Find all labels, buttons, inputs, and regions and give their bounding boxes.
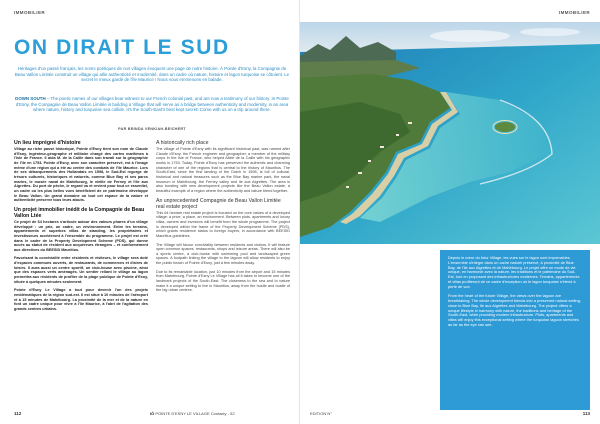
paragraph: Village au riche passé historique, Pointe d'Esny tient son nom de Claude d'Esny, ingénieur-géographe et militaire chargé des cartes maritimes à l'Isle de France. Il aida M. de la Caille dans son travail sur la géographie de l'île en 1753. Pointe d'Esny, avec son caractère préservé, est à l'image même d'une région qui a été au centre des combats de l'île Maurice. Lors de ses débarquements des Hollandais en 1598, le Sud-Est regorge de trésors culturels, historiques et naturels, comme Blue Bay et ses parcs marins, le musée naval de Mahébourg, le vieille de Ferney et l'île aux Aigrettes. Du port de pêche, le regard va et revient pour tout ce essentiel, un cadre où les plus belles vues bénéficient de ce patrimoine développe le Beau Vallon. Un grand domaine où tout cet espace de la nature et authenticité préserve tous leurs atouts. [14, 147, 148, 203]
lead-english [14, 96, 290, 113]
aerial-photo [300, 22, 600, 244]
section-rubric-right: IMMOBILIER [559, 10, 590, 15]
edition-label: EDITION N° [310, 411, 332, 416]
blank-area [300, 244, 440, 410]
right-page [300, 0, 600, 424]
magazine-footer [150, 411, 235, 416]
section-heading-project-en: An unprecedented Compagnie de Beau Vallon Limitée real estate project [156, 197, 281, 210]
section-heading-project-fr: Un projet immobilier inédit de la Compagnie de Beau Vallon Ltée [14, 206, 145, 219]
section-heading-history-fr: Un lieu imprégné d'histoire [14, 140, 81, 146]
magazine-prefix: IÔ [150, 411, 155, 416]
caption-english: From the heart of the future Village, the views over the lagoon are breathtaking. The whole development blends into a preserved natural setting, close to Blue Bay, Ile aux Aigrettes and Mahébourg. The project offers a unique lifestyle in harmony with nature, the traditions and heritage of the South-East, while providing modern infrastructure. Plots, apartments and villas will enjoy this exceptional setting where the turquoise lagoon stretches as far as the eye can see. [448, 293, 581, 327]
paragraph: This 64 hectare real estate project is focused on the core values of a developed village: a price, a place, an environment. Between plots, apartments and luxury villas, owners and investors will benefit from the whole programme. The project is developed within the frame of the Property Development Scheme (PDS), which grants residence status to foreign buyers, in accordance with BEESID Mauritius guidelines. [156, 210, 290, 238]
lead-english-text: – The poetic names of our villages bear witness to our French colonial past, and are now a testimony of our history. In Pointe d'Esny, the Compagnie de Beau Vallon Limitée is building a Village that will serve as a bridge between authenticity and modernity, in an area where nature, history and turquoise sea collide. It's the South-East's best kept secret! Come with us on a trip around there. [15, 96, 289, 113]
paragraph: Pointe d'Esny Le Village a tout pour devenir l'un des projets emblématiques de la région sud-est. Il est situé à 10 minutes de l'aéroport et à 15 minutes de Mahébourg. La proximité de la mer et de la nature en font un cadre unique pour vivre à l'île Maurice, à l'abri de l'agitation des grands centres urbains. [14, 288, 148, 312]
byline: PAR BRINDA VENKIAH-BEICHERT [118, 127, 186, 131]
lead-english-label: DOWN SOUTH [15, 96, 46, 101]
french-column [14, 140, 148, 316]
paragraph: Favorisant la convivialité entre résidents et visiteurs, le village sera doté d'espaces communs ouverts, de restaurants, de commerces et d'aires de loisirs. Il aura aussi un centre sportif, un club-house avec piscine, ainsi que des espaces verts aménagés. Un sentier reliant le village au lagon permettra aux résidents de profiter de la plage publique de Pointe d'Esny, située à quelques minutes seulement. [14, 256, 148, 284]
section-heading-history-en: A historically rich place [156, 140, 209, 146]
english-column [156, 140, 290, 297]
magazine-suffix: Contacty - 52 [210, 411, 235, 416]
paragraph: Ce projet de 64 hectares s'articule autour des valeurs phares d'un village développé : un prix, un cadre, un environnement. Entre les terrains, appartements et superbes villas de standing, les propriétaires et investisseurs accéderont à l'ensemble du programme. Le projet est créé dans le cadre de la Property Development Scheme (PDS), qui donne accès au statut de résident aux acquéreurs étrangers – et conformément aux directives du BEESID Mauritius. [14, 219, 148, 252]
photo-caption [440, 250, 590, 410]
paragraph: Due to its remarkable location, just 10 minutes from the airport and 15 minutes from Mahébourg, Pointe d'Esny Le Village has all it takes to become one of the landmark projects of the South-East. The closeness to the sea and to nature make it a unique setting to live in Mauritius, away from the hustle and bustle of the big urban centres. [156, 269, 290, 293]
article-title: ON DIRAIT LE SUD [14, 36, 230, 59]
page-number-left: 112 [14, 411, 22, 416]
magazine-name: POINTE D'ESNY LE VILLAGE [155, 411, 210, 416]
section-rubric-left: IMMOBILIER [14, 10, 45, 15]
caption-french: Depuis le cœur du futur Village, les vues sur le lagon sont imprenables. L'ensemble s'intègre dans un cadre naturel préservé, à proximité de Blue Bay, de l'île aux Aigrettes et de Mahébourg. Le projet offre un mode de vie unique, en harmonie avec la nature, les traditions et le patrimoine du Sud-Est, tout en proposant des infrastructures modernes. Terrains, appartements et villas profiteront de ce cadre d'exception où le lagon turquoise s'étend à perte de vue. [448, 255, 580, 289]
lead-french: Héritages d'un passé français, les noms poétiques de nos villages évoquent une page de notre histoire. À Pointe d'Esny, la Compagnie de Beau Vallon Limitée construit un village qui allie authenticité et modernité, dans un cadre où nature, histoire et lagon turquoise se côtoient. Le secret le mieux gardé de l'île Maurice ! Nous vous emmenons en balade. [14, 66, 290, 83]
page-number-right: 113 [582, 411, 590, 416]
paragraph: The village of Pointe d'Esny with its significant historical past, was named after Claude d'Esny, the French engineer and geographer, a member of the military corps in the Isle of France, who helped Abbé de la Caille with his geographic works in 1753. Today, Pointe d'Esny has preserved the authentic and charming character of one of the regions that is central to the history of Mauritius. The South-East, since the first landing of the Dutch in 1598, is full of cultural, historical and natural treasures such as the Blue Bay marine park, the naval museum in Mahébourg, the Ferney valley and Ile aux Aigrettes. The area is also bursting with new development projects like the Beau Vallon estate, a beautiful example of a region where the authenticity and nature blend together. [156, 147, 290, 193]
paragraph: The Village will favour conviviality between residents and visitors. It will feature open common spaces, restaurants, shops and leisure areas. There will also be a sports centre, a club-house with swimming pool and landscaped green spaces. A footpath linking the village to the lagoon will allow residents to enjoy the public beach of Pointe d'Esny, just a few minutes away. [156, 242, 290, 266]
